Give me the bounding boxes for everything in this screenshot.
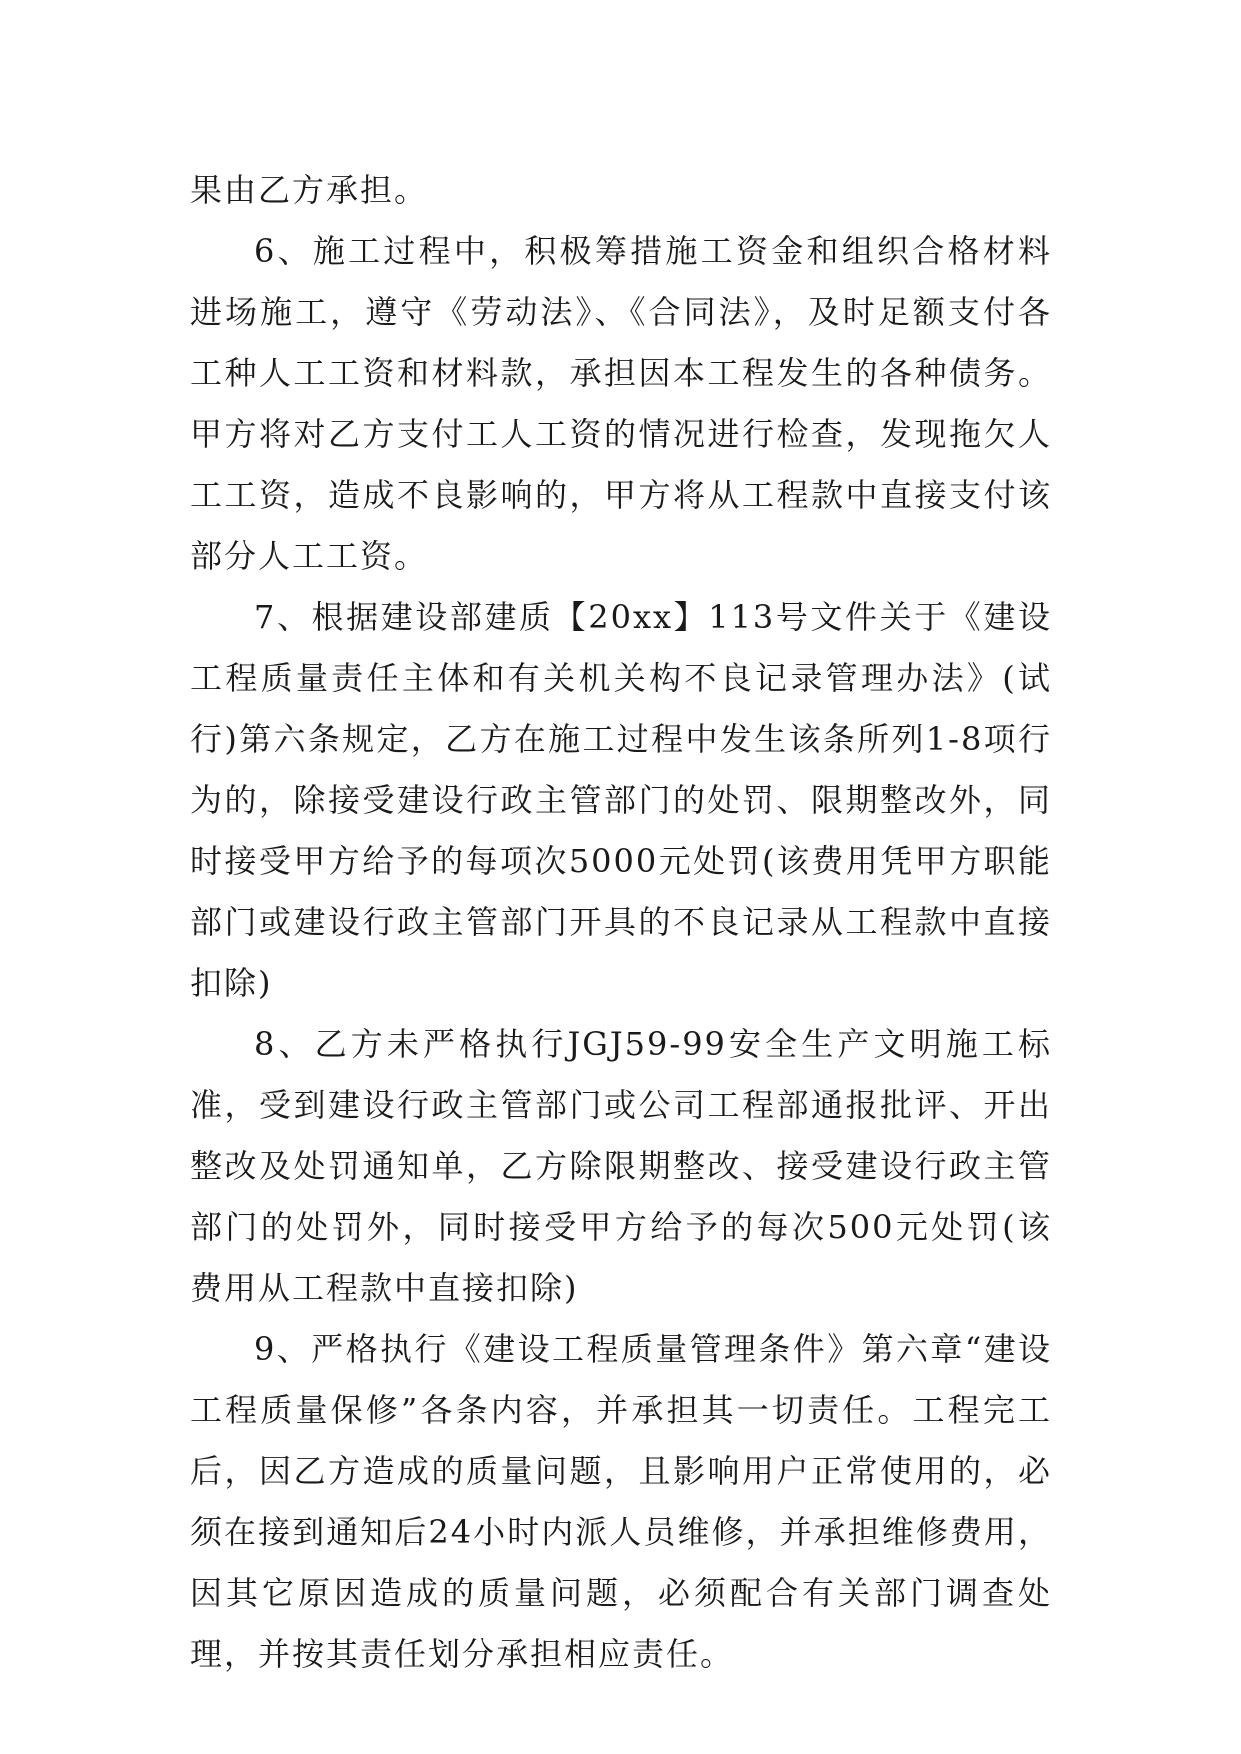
paragraph-item-9: 9、严格执行《建设工程质量管理条件》第六章“建设工程质量保修”各条内容，并承担其一切责任。工程完工后，因乙方造成的质量问题，且影响用户正常使用的，必须在接到通知后24小时内派人员维修，并承担维修费用，因其它原因造成的质量问题，必须配合有关部门调查处理，并按其责任划分承担相应责任。 — [190, 1330, 1052, 1673]
paragraph-continuation: 果由乙方承担。 — [190, 171, 429, 209]
paragraph-item-6: 6、施工过程中，积极筹措施工资金和组织合格材料进场施工，遵守《劳动法》、《合同法》，及时足额支付各工种人工工资和材料款，承担因本工程发生的各种债务。甲方将对乙方支付工人工资的情况进行检查，发现拖欠人工工资，造成不良影响的，甲方将从工程款中直接支付该部分人工工资。 — [190, 232, 1052, 575]
paragraph-item-8: 8、乙方未严格执行JGJ59-99安全生产文明施工标准，受到建设行政主管部门或公司工程部通报批评、开出整改及处罚通知单，乙方除限期整改、接受建设行政主管部门的处罚外，同时接受甲方给予的每次500元处罚(该费用从工程款中直接扣除) — [190, 1025, 1052, 1307]
document-body — [190, 160, 1052, 1685]
paragraph-item-7: 7、根据建设部建质【20xx】113号文件关于《建设工程质量责任主体和有关机关构不良记录管理办法》(试行)第六条规定，乙方在施工过程中发生该条所列1-8项行为的，除接受建设行政主管部门的处罚、限期整改外，同时接受甲方给予的每项次5000元处罚(该费用凭甲方职能部门或建设行政主管部门开具的不良记录从工程款中直接扣除) — [190, 598, 1052, 1002]
